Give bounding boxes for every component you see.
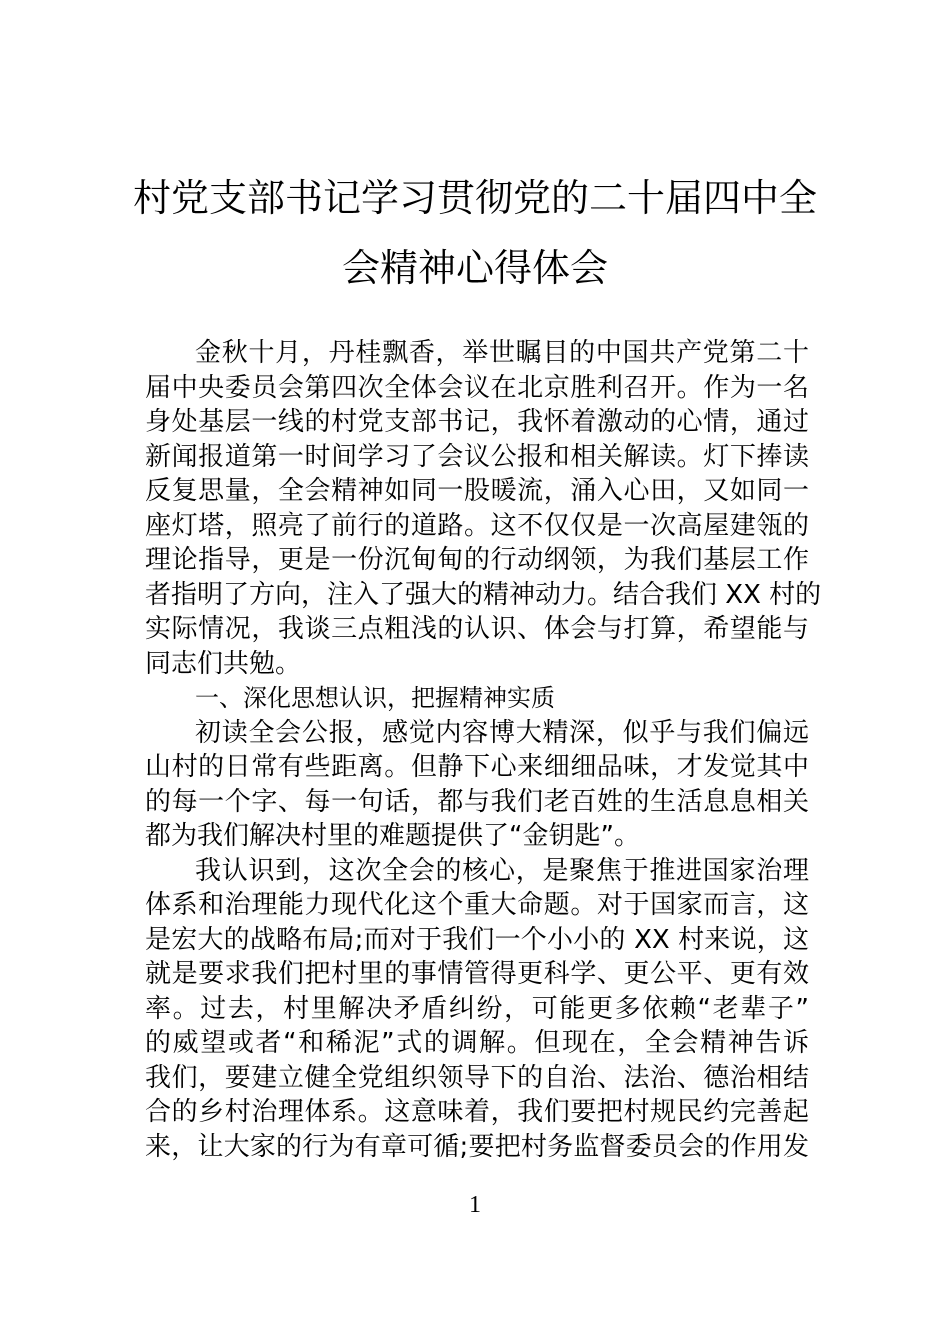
paragraph-line: 理论指导，更是一份沉甸甸的行动纲领，为我们基层工作 bbox=[145, 545, 809, 575]
paragraph-line: 的每一个字、每一句话，都与我们老百姓的生活息息相关 bbox=[145, 786, 809, 817]
paragraph-line: 新闻报道第一时间学习了会议公报和相关解读。灯下捧读 bbox=[145, 441, 809, 472]
paragraph-line: 都为我们解决村里的难题提供了“金钥匙”。 bbox=[145, 821, 640, 851]
paragraph-line: 金秋十月，丹桂飘香，举世瞩目的中国共产党第二十 bbox=[195, 338, 809, 368]
paragraph-line: 实际情况，我谈三点粗浅的认识、体会与打算，希望能与 bbox=[145, 614, 809, 644]
paragraph-line: 初读全会公报，感觉内容博大精深，似乎与我们偏远 bbox=[195, 717, 809, 748]
paragraph-line: 者指明了方向，注入了强大的精神动力。结合我们 XX 村的 bbox=[145, 579, 822, 610]
paragraph-line: 就是要求我们把村里的事情管得更科学、更公平、更有效 bbox=[145, 959, 809, 989]
paragraph-line: 山村的日常有些距离。但静下心来细细品味，才发觉其中 bbox=[145, 752, 809, 782]
page-number: 1 bbox=[469, 1192, 481, 1218]
paragraph-line: 合的乡村治理体系。这意味着，我们要把村规民约完善起 bbox=[145, 1097, 809, 1127]
paragraph-line: 我们，要建立健全党组织领导下的自治、法治、德治相结 bbox=[145, 1062, 809, 1093]
document-title-line-2: 会精神心得体会 bbox=[341, 246, 608, 290]
paragraph-line: 身处基层一线的村党支部书记，我怀着激动的心情，通过 bbox=[145, 407, 809, 437]
document-title-line-1: 村党支部书记学习贯彻党的二十届四中全 bbox=[132, 176, 817, 220]
paragraph-line: 率。过去，村里解决矛盾纠纷，可能更多依赖“老辈子” bbox=[145, 993, 809, 1024]
paragraph-line: 是宏大的战略布局;而对于我们一个小小的 XX 村来说，这 bbox=[145, 924, 809, 955]
paragraph-line: 体系和治理能力现代化这个重大命题。对于国家而言，这 bbox=[145, 890, 809, 920]
paragraph-line: 反复思量，全会精神如同一股暖流，涌入心田，又如同一 bbox=[145, 476, 809, 506]
paragraph-line: 来，让大家的行为有章可循;要把村务监督委员会的作用发 bbox=[145, 1131, 809, 1162]
paragraph-line: 座灯塔，照亮了前行的道路。这不仅仅是一次高屋建瓴的 bbox=[145, 510, 809, 541]
paragraph-line: 的威望或者“和稀泥”式的调解。但现在，全会精神告诉 bbox=[145, 1028, 809, 1058]
paragraph-line: 届中央委员会第四次全体会议在北京胜利召开。作为一名 bbox=[145, 372, 809, 403]
paragraph-line: 同志们共勉。 bbox=[145, 648, 302, 679]
paragraph-line: 我认识到，这次全会的核心，是聚焦于推进国家治理 bbox=[195, 855, 809, 886]
section-heading: 一、深化思想认识，把握精神实质 bbox=[195, 684, 555, 712]
